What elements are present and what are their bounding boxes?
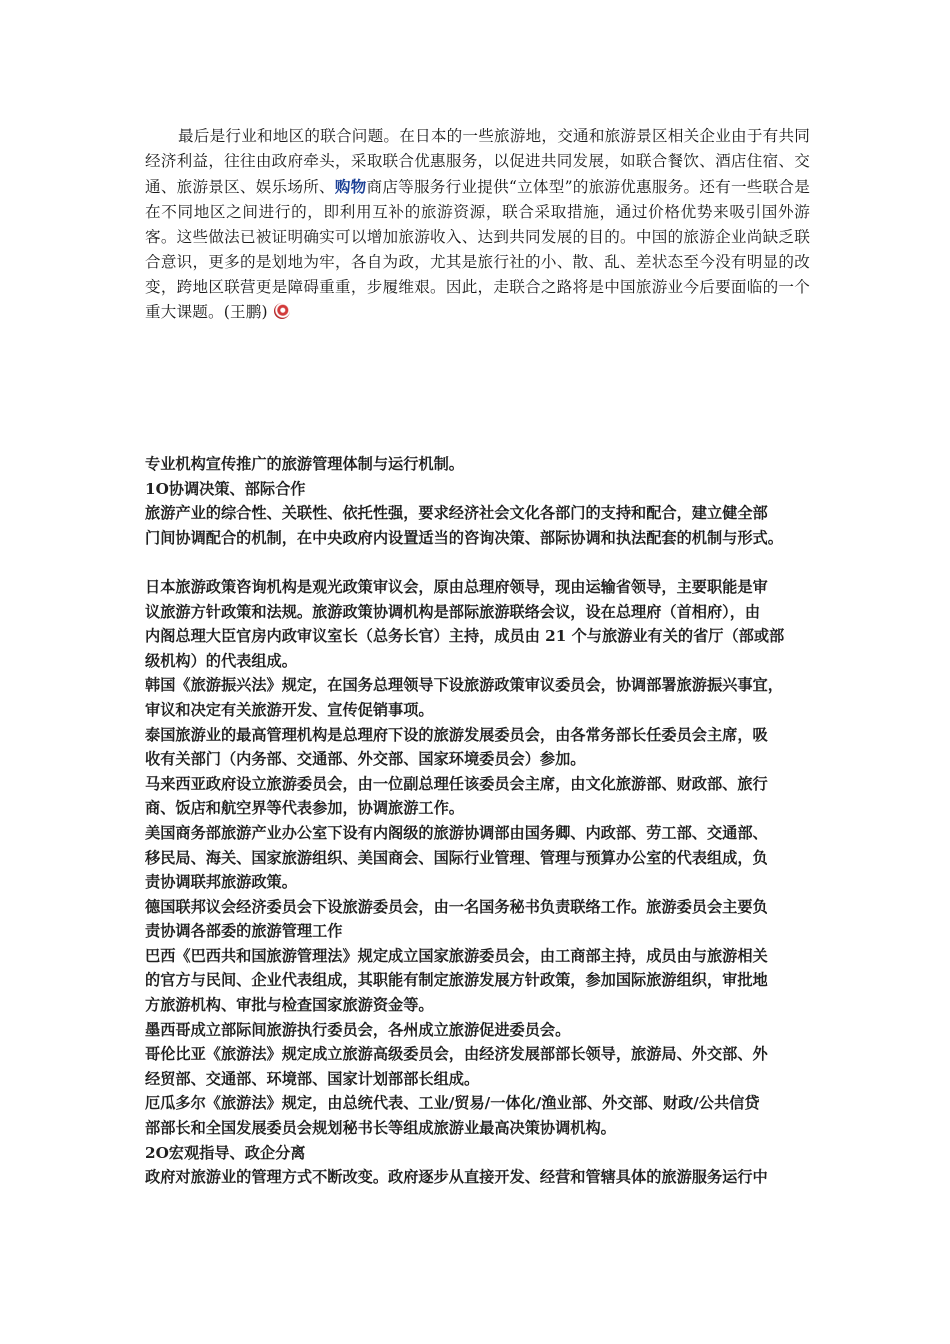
text-line: 部部长和全国发展委员会规划秘书长等组成旅游业最高决策协调机构。 (145, 1119, 616, 1138)
section-heading: 2O宏观指导、政企分离 (145, 1143, 306, 1162)
logo-icon (274, 303, 290, 319)
text-line: 巴西《巴西共和国旅游管理法》规定成立国家旅游委员会，由工商部主持，成员由与旅游相关 (145, 946, 768, 965)
text-line: 旅游产业的综合性、关联性、依托性强，要求经济社会文化各部门的支持和配合，建立健全部 (145, 504, 768, 523)
text-line: 议旅游方针政策和法规。旅游政策协调机构是部际旅游联络会议，设在总理府（首相府），由 (145, 602, 761, 621)
paragraph-gap (145, 550, 810, 575)
text-line: 收有关部门（内务部、交通部、外交部、国家环境委员会）参加。 (145, 750, 586, 769)
text-line: 厄瓜多尔《旅游法》规定，由总统代表、工业/贸易/一体化/渔业部、外交部、财政/公共信贷 (145, 1094, 760, 1113)
intro-text-after: 商店等服务行业提供“立体型”的旅游优惠服务。还有一些联合是在不同地区之间进行的，即利用互补的旅游资源，联合采取措施，通过价格优势来吸引国外游客。这些做法已被证明确实可以增加旅游收入、达到共同发展的目的。中国的旅游企业尚缺乏联合意识，更多的是划地为牢，各自为政，尤其是旅行社的小、散、乱、差状态至今没有明显的改变，跨地区联营更是障碍重重，步履维艰。因此，走联合之路将是中国旅游业今后要面临的一个重大课题。(王鹏) (145, 178, 810, 321)
text-line: 哥伦比亚《旅游法》规定成立旅游高级委员会，由经济发展部部长领导，旅游局、外交部、外 (145, 1045, 768, 1064)
text-line: 门间协调配合的机制，在中央政府内设置适当的咨询决策、部际协调和执法配套的机制与形式。 (145, 528, 783, 547)
intro-text-before: 最后是行业和地区的联合问题。在日本的一些旅游地，交通和旅游景区相关企业由于有共同经济利益，往往由政府牵头，采取联合优惠服务，以促进共同发展，如联合餐饮、酒店住宿、交通、旅游景区、娱乐场所、 (145, 127, 810, 196)
shopping-keyword-link[interactable]: 购物 (334, 177, 367, 196)
text-line: 内阁总理大臣官房内政审议室长（总务长官）主持，成员由 21 个与旅游业有关的省厅（部或部 (145, 627, 785, 646)
text-line: 政府对旅游业的管理方式不断改变。政府逐步从直接开发、经营和管辖具体的旅游服务运行中 (145, 1168, 768, 1187)
intro-paragraph (145, 124, 810, 325)
text-line: 方旅游机构、审批与检查国家旅游资金等。 (145, 996, 434, 1015)
text-line: 马来西亚政府设立旅游委员会，由一位副总理任该委员会主席，由文化旅游部、财政部、旅行 (145, 774, 768, 793)
text-line: 级机构）的代表组成。 (145, 651, 297, 670)
text-line: 审议和决定有关旅游开发、宣传促销事项。 (145, 700, 434, 719)
text-line: 经贸部、交通部、环境部、国家计划部部长组成。 (145, 1069, 480, 1088)
text-line: 美国商务部旅游产业办公室下设有内阁级的旅游协调部由国务卿、内政部、劳工部、交通部、 (145, 823, 768, 842)
text-line: 的官方与民间、企业代表组成，其职能有制定旅游发展方针政策，参加国际旅游组织，审批地 (145, 971, 768, 990)
text-line: 移民局、海关、国家旅游组织、美国商会、国际行业管理、管理与预算办公室的代表组成，负 (145, 848, 768, 867)
text-line: 责协调各部委的旅游管理工作 (145, 922, 343, 941)
text-line: 日本旅游政策咨询机构是观光政策审议会，原由总理府领导，现由运输省领导，主要职能是审 (145, 577, 768, 596)
text-line: 德国联邦议会经济委员会下设旅游委员会，由一名国务秘书负责联络工作。旅游委员会主要负 (145, 897, 768, 916)
text-line: 专业机构宣传推广的旅游管理体制与运行机制。 (145, 455, 464, 473)
text-line: 泰国旅游业的最高管理机构是总理府下设的旅游发展委员会，由各常务部长任委员会主席，吸 (145, 725, 768, 744)
text-line: 韩国《旅游振兴法》规定，在国务总理领导下设旅游政策审议委员会，协调部署旅游振兴事宜， (145, 676, 783, 695)
body-text (145, 452, 810, 1190)
text-line: 责协调联邦旅游政策。 (145, 873, 297, 892)
text-line: 墨西哥成立部际间旅游执行委员会，各州成立旅游促进委员会。 (145, 1020, 571, 1039)
section-heading: 1O协调决策、部际合作 (145, 479, 306, 498)
text-line: 商、饭店和航空界等代表参加，协调旅游工作。 (145, 799, 464, 818)
